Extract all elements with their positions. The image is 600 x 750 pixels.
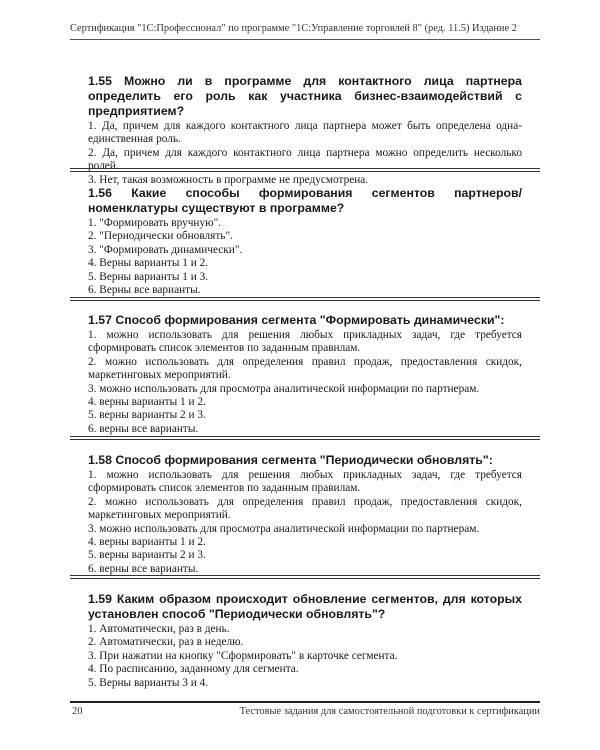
answer-option: 4. верны варианты 1 и 2. (88, 536, 206, 549)
answer-option: 2. Да, причем для каждого контактного лица партнера можно определить несколько ролей. (88, 146, 522, 173)
page-footer (70, 706, 540, 720)
answer-option: 3. Нет, такая возможность в программе не предусмотрена. (88, 173, 369, 186)
answer-option: 3. можно использовать для просмотра аналитической информации по партнерам. (88, 382, 480, 395)
question-1-56 (88, 186, 522, 297)
answer-options (88, 329, 522, 436)
answer-options (88, 217, 522, 297)
answer-option: 1. "Формировать вручную". (88, 217, 222, 229)
answer-options (88, 623, 522, 690)
answer-option: 4. верны варианты 1 и 2. (88, 396, 206, 409)
answer-option: 6. верны все варианты. (88, 562, 199, 575)
answer-option: 2. Автоматически, раз в неделю. (88, 636, 244, 649)
question-text: Можно ли в программе для контактного лица партнера определить его роль как участника бизнес-взаимодействий с предприятием? (88, 74, 522, 118)
answer-option: 3. При нажатии на кнопку "Сформировать" в карточке сегмента. (88, 649, 398, 662)
question-1-58 (88, 453, 522, 576)
question-1-59 (88, 592, 522, 690)
answer-option: 3. "Формировать динамически". (88, 243, 243, 256)
question-title (88, 186, 522, 216)
answer-option: 1. Да, причем для каждого контактного лица партнера может быть определена одна-единственная роль. (88, 120, 522, 146)
answer-options (88, 120, 522, 187)
answer-option: 5. верны варианты 2 и 3. (88, 549, 206, 562)
question-number: 1.57 (88, 313, 112, 327)
answer-option: 2. "Периодически обновлять". (88, 230, 233, 243)
page-header: Сертификация "1С:Профессионал" по программе "1С:Управление торговлей 8" (ред. 11.5) Издание 2 (70, 23, 517, 34)
question-title (88, 313, 522, 328)
answer-option: 3. можно использовать для просмотра аналитической информации по партнерам. (88, 522, 480, 535)
answer-option: 5. верны варианты 2 и 3. (88, 409, 206, 422)
answer-option: 1. Автоматически, раз в день. (88, 623, 230, 635)
question-text: Способ формирования сегмента "Формировать динамически": (115, 313, 505, 327)
question-title (88, 592, 522, 622)
header-divider (70, 39, 540, 40)
section-divider (70, 436, 540, 440)
question-text: Какие способы формирования сегментов партнеров/номенклатуры существуют в программе? (88, 186, 523, 215)
question-number: 1.59 (88, 592, 112, 606)
question-number: 1.58 (88, 453, 112, 467)
answer-option: 6. верны все варианты. (88, 422, 199, 435)
answer-options (88, 469, 522, 576)
answer-option: 4. Верны варианты 1 и 2. (88, 257, 209, 270)
page-number: 20 (72, 706, 83, 717)
question-number: 1.55 (88, 74, 112, 88)
question-number: 1.56 (88, 186, 112, 200)
footer-divider (70, 701, 540, 703)
answer-option: 5. Верны варианты 3 и 4. (88, 676, 209, 689)
answer-option: 2. можно использовать для определения правил продаж, предоставления скидок, маркетинговых мероприятий. (88, 355, 522, 382)
answer-option: 1. можно использовать для решения любых прикладных задач, где требуется сформировать список элементов по заданным правилам. (88, 469, 522, 495)
question-title (88, 453, 522, 468)
question-1-57 (88, 313, 522, 436)
section-divider (70, 297, 540, 301)
answer-option: 4. По расписанию, заданному для сегмента. (88, 663, 299, 676)
answer-option: 1. можно использовать для решения любых прикладных задач, где требуется сформировать список элементов по заданным правилам. (88, 329, 522, 355)
answer-option: 5. Верны варианты 1 и 3. (88, 270, 209, 283)
footer-title: Тестовые задания для самостоятельной подготовки к сертификации (239, 706, 540, 717)
section-divider (70, 575, 540, 579)
answer-option: 2. можно использовать для определения правил продаж, предоставления скидок, маркетинговых мероприятий. (88, 495, 522, 522)
section-divider (70, 168, 540, 172)
question-title (88, 74, 522, 119)
question-text: Каким образом происходит обновление сегментов, для которых установлен способ "Периодически обновлять"? (88, 592, 522, 621)
answer-option: 6. Верны все варианты. (88, 284, 201, 297)
question-text: Способ формирования сегмента "Периодически обновлять": (115, 453, 493, 467)
